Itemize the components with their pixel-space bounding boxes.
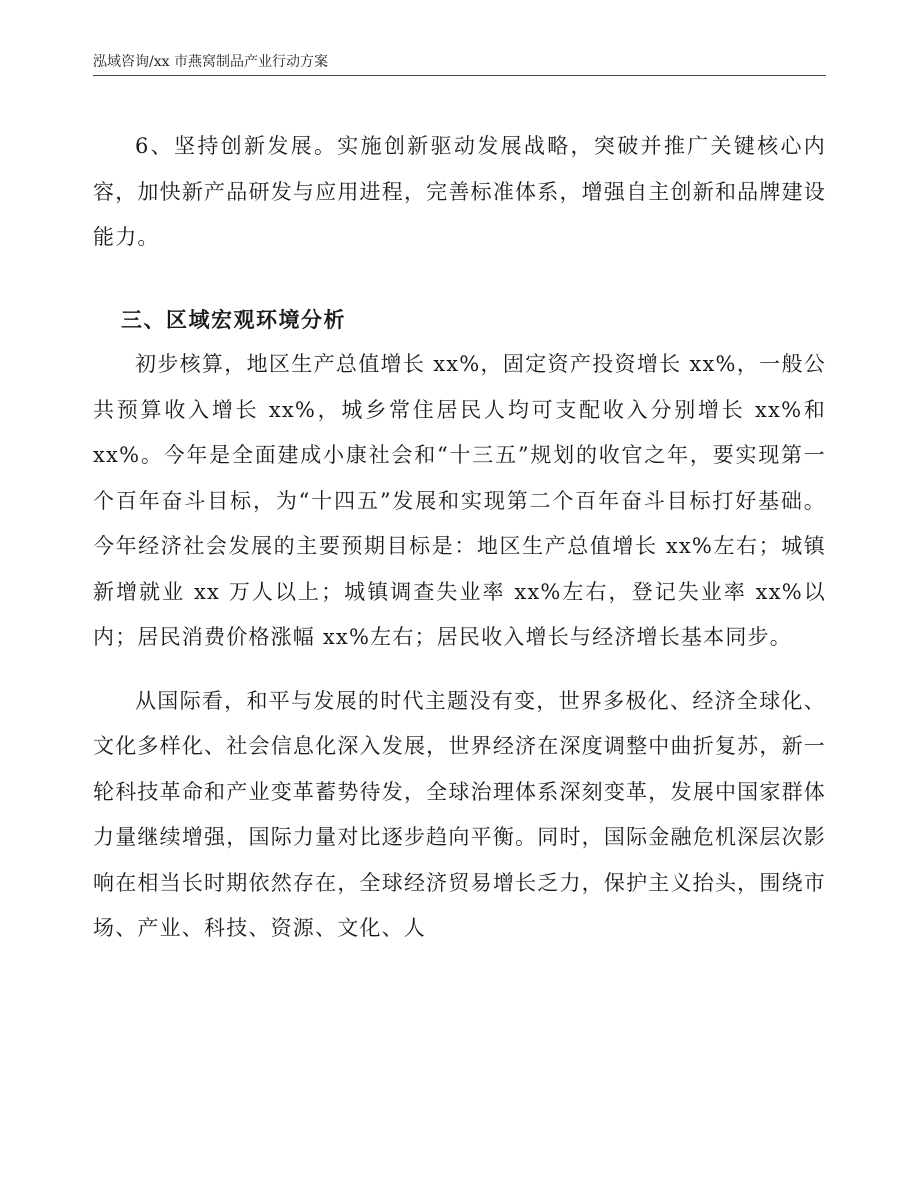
paragraph-gap — [93, 661, 826, 679]
paragraph-regional-economy: 初步核算，地区生产总值增长 xx%，固定资产投资增长 xx%，一般公共预算收入增长 xx%，城乡常住居民人均可支配收入分别增长 xx%和 xx%。今年是全面建成小康社会和“十三五”规划的收官之年，要实现第一个百年奋斗目标，为“十四五”发展和实现第二个百年奋斗目标打好基础。今年经济社会发展的主要预期目标是：地区生产总值增长 xx%左右；城镇新增就业 xx 万人以上；城镇调查失业率 xx%左右，登记失业率 xx%以内；居民消费价格涨幅 xx%左右；居民收入增长与经济增长基本同步。 — [93, 352, 826, 649]
page-header — [93, 53, 826, 76]
document-body — [93, 124, 826, 952]
paragraph-international: 从国际看，和平与发展的时代主题没有变，世界多极化、经济全球化、文化多样化、社会信息化深入发展，世界经济在深度调整中曲折复苏，新一轮科技革命和产业变革蓄势待发，全球治理体系深刻变革，发展中国家群体力量继续增强，国际力量对比逐步趋向平衡。同时，国际金融危机深层次影响在相当长时期依然存在，全球经济贸易增长乏力，保护主义抬头，围绕市场、产业、科技、资源、文化、人 — [93, 688, 826, 940]
section-gap — [93, 261, 826, 279]
header-title: 泓域咨询/xx 市燕窝制品产业行动方案 — [93, 54, 328, 70]
paragraph-innovation: 6、坚持创新发展。实施创新驱动发展战略，突破并推广关键核心内容，加快新产品研发与应用进程，完善标准体系，增强自主创新和品牌建设能力。 — [93, 134, 826, 249]
section-heading: 三、区域宏观环境分析 — [121, 306, 346, 332]
